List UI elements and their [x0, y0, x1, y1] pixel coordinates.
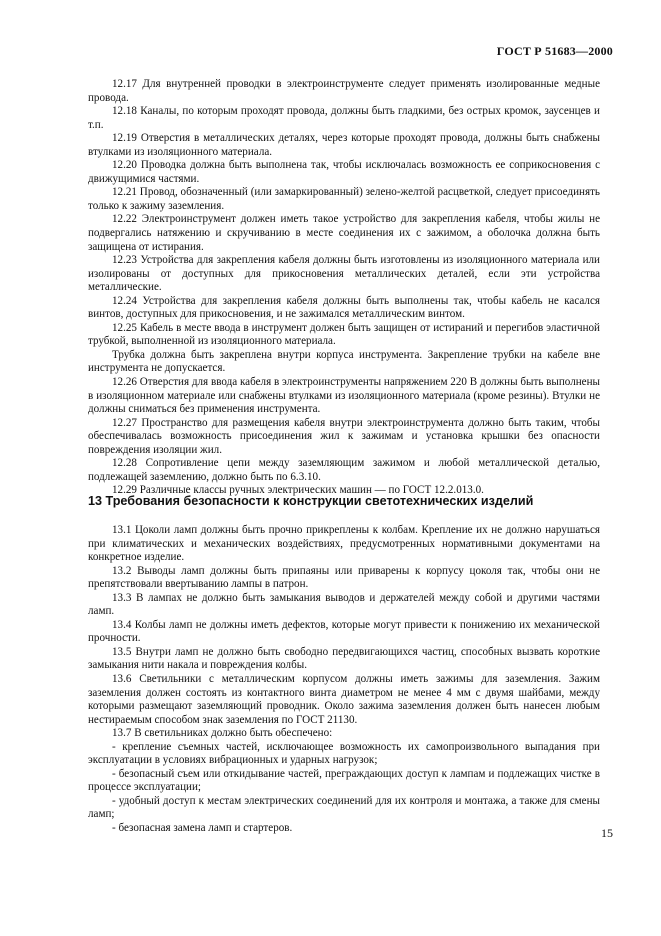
standard-header: ГОСТ Р 51683—2000 [496, 44, 613, 58]
paragraph-13-6: 13.6 Светильники с металлическим корпусом должны иметь зажимы для заземления. Зажим заземления должен состоять из контактного винта диаметром не менее 4 мм с двумя шайбами, между которыми размещают заземляющий проводник. Около зажима заземления должен быть нанесен любым нестираемым способом знак заземления по ГОСТ 21130. [88, 673, 600, 726]
paragraph-12-22: 12.22 Электроинструмент должен иметь такое устройство для закрепления кабеля, чтобы жилы не подвергались натяжению и скручиванию в месте соединения их с зажимом, а оболочка должна быть защищена от истирания. [88, 213, 600, 253]
paragraph-12-26: 12.26 Отверстия для ввода кабеля в электроинструменты напряжением 220 В должны быть выполнены в изоляционном материале или снабжены втулками из изоляционного материала (кроме резины). Втулки не должны сниматься без применения инструмента. [88, 376, 600, 416]
paragraph-12-27: 12.27 Пространство для размещения кабеля внутри электроинструмента должно быть таким, чтобы обеспечивалась возможность присоединения жил к зажимам и установка крышки без опасности повреждения изоляции жил. [88, 416, 600, 456]
paragraph-13-4: 13.4 Колбы ламп не должны иметь дефектов, которые могут привести к понижению их механической прочности. [88, 618, 600, 645]
list-item-safe-removal: - безопасный съем или откидывание частей, преграждающих доступ к лампам и подлежащих чистке в процессе эксплуатации; [88, 767, 600, 794]
paragraph-12-18: 12.18 Каналы, по которым проходят провода, должны быть гладкими, без острых кромок, заусенцев и т.п. [88, 105, 600, 131]
list-item-access: - удобный доступ к местам электрических соединений для их контроля и монтажа, а также для смены ламп; [88, 794, 600, 821]
list-item-lamp-replacement: - безопасная замена ламп и стартеров. [112, 822, 293, 835]
paragraph-12-28: 12.28 Сопротивление цепи между заземляющим зажимом и любой металлической деталью, подлежащей заземлению, должно быть по 6.3.10. [88, 457, 600, 483]
section-13-text [88, 524, 600, 836]
paragraph-13-5: 13.5 Внутри ламп не должно быть свободно передвигающихся частиц, способных вызвать короткие замыкания нити накала и повреждения колбы. [88, 645, 600, 672]
paragraph-12-24: 12.24 Устройства для закрепления кабеля должны быть выполнены так, чтобы кабель не касался винтов, доступных для прикосновения, и не зажимался металлическим винтом. [88, 294, 600, 321]
section-13-title: 13 Требования безопасности к конструкции светотехнических изделий [88, 494, 534, 508]
paragraph-12-23: 12.23 Устройства для закрепления кабеля должны быть изготовлены из изоляционного материала или изолированы от доступных для прикосновения металлических деталей, если эти устройства металлические. [88, 254, 600, 294]
paragraph-12-25-tube: Трубка должна быть закреплена внутри корпуса инструмента. Закрепление трубки на кабеле вне инструмента не допускается. [88, 348, 600, 375]
paragraph-12-19: 12.19 Отверстия в металлических деталях, через которые проходят провода, должны быть снабжены втулками из изоляционного материала. [88, 132, 600, 158]
paragraph-13-3: 13.3 В лампах не должно быть замыкания выводов и держателей между собой и другими частями ламп. [88, 591, 600, 618]
paragraph-12-21: 12.21 Провод, обозначенный (или замаркированный) зелено-желтой расцветкой, следует присоединять только к зажиму заземления. [88, 186, 600, 212]
paragraph-12-29: 12.29 Различные классы ручных электрических машин — по ГОСТ 12.2.013.0. [112, 484, 484, 497]
list-item-removable-parts: - крепление съемных частей, исключающее возможность их самопроизвольного выпадания при эксплуатации в условиях вибрационных и ударных нагрузок; [88, 740, 600, 767]
section-12-text [88, 78, 600, 498]
paragraph-13-1: 13.1 Цоколи ламп должны быть прочно прикреплены к колбам. Крепление их не должно нарушаться при климатических и механических воздействиях, предусмотренных нормативными документами на конкретное изделие. [88, 524, 600, 564]
paragraph-12-17: 12.17 Для внутренней проводки в электроинструменте следует применять изолированные медные провода. [88, 78, 600, 104]
paragraph-12-20: 12.20 Проводка должна быть выполнена так, чтобы исключалась возможность ее соприкосновения с движущимися частями. [88, 159, 600, 185]
paragraph-13-2: 13.2 Выводы ламп должны быть припаяны или приварены к корпусу цоколя так, чтобы они не препятствовали ввертыванию лампы в патрон. [88, 564, 600, 591]
paragraph-12-25: 12.25 Кабель в месте ввода в инструмент должен быть защищен от истираний и перегибов эластичной трубкой, выполненной из изоляционного материала. [88, 321, 600, 348]
paragraph-13-7: 13.7 В светильниках должно быть обеспечено: [112, 727, 333, 740]
page-number: 15 [601, 826, 613, 840]
